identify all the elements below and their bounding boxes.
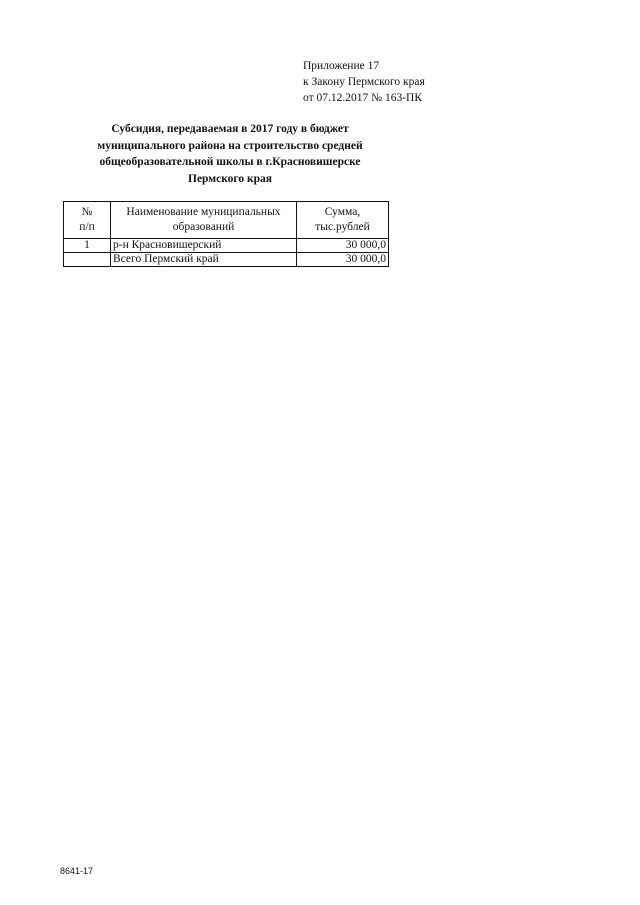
document-title: [60, 121, 400, 187]
total-label: Всего Пермский край: [111, 253, 297, 267]
header-name-line-2: образований: [172, 221, 235, 233]
header-sum-line-1: Сумма,: [324, 206, 361, 218]
header-sum: [297, 202, 389, 239]
title-line-3: общеобразовательной школы в г.Красновишерске: [99, 156, 361, 168]
appendix-header: [303, 58, 425, 106]
total-sum: 30 000,0: [297, 253, 389, 267]
table-total-row: [64, 253, 389, 267]
appendix-number: Приложение 17: [303, 60, 380, 72]
table-header-row: [64, 202, 389, 239]
appendix-law-ref: к Закону Пермского края: [303, 76, 425, 88]
header-number: [64, 202, 111, 239]
title-line-4: Пермского края: [188, 172, 272, 185]
row-number: 1: [64, 239, 111, 253]
appendix-law-date: от 07.12.2017 № 163-ПК: [303, 92, 423, 104]
table-row: [64, 239, 389, 253]
header-number-line-1: №: [81, 206, 93, 218]
header-name-line-1: Наименование муниципальных: [126, 206, 281, 218]
subsidy-table: [63, 201, 389, 267]
total-number-cell: [64, 253, 111, 267]
header-name: [111, 202, 297, 239]
row-sum: 30 000,0: [297, 239, 389, 253]
header-sum-line-2: тыс.рублей: [315, 221, 370, 233]
header-number-line-2: п/п: [79, 221, 95, 233]
title-line-2: муниципального района на строительство средней: [97, 139, 363, 152]
document-code: 8641-17: [60, 866, 94, 876]
row-municipality: р-н Красновишерский: [111, 239, 297, 253]
title-line-1: Субсидия, передаваемая в 2017 году в бюджет: [111, 123, 349, 135]
